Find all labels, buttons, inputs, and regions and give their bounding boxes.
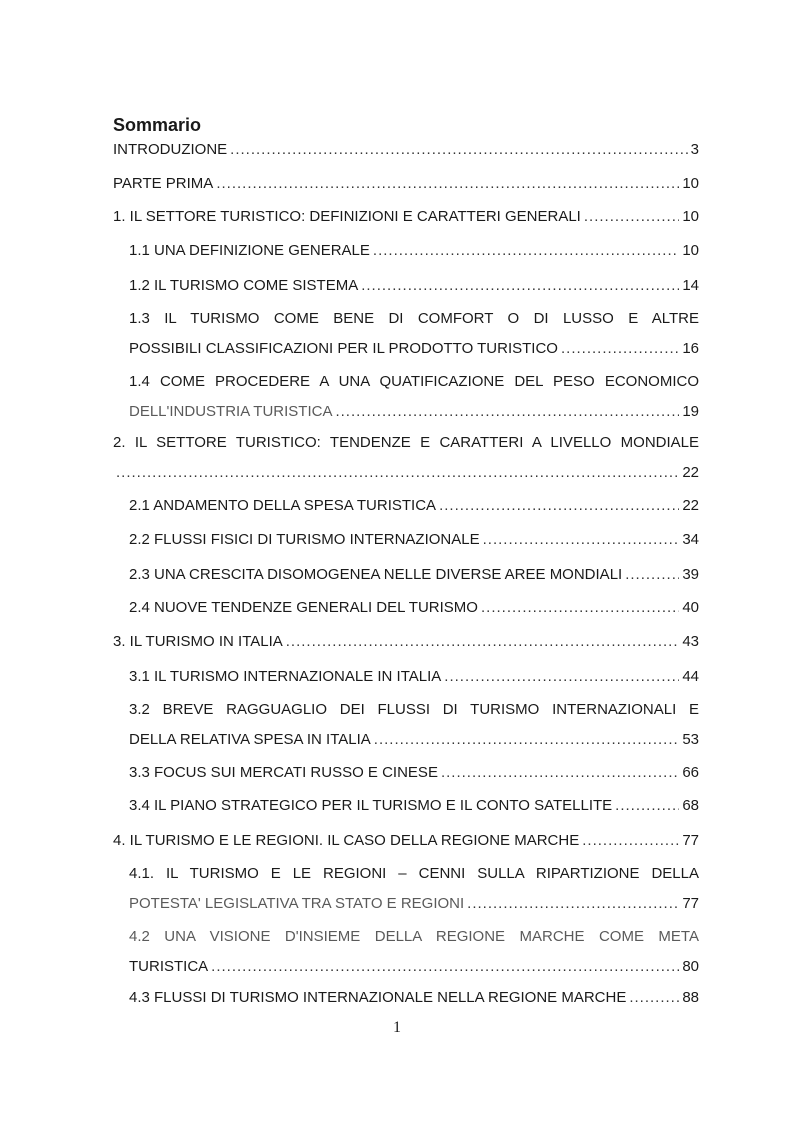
toc-page-number: 77 [682, 895, 699, 912]
toc-entry-title-line1: 4.1. IL TURISMO E LE REGIONI – CENNI SULLA RIPARTIZIONE DELLA [129, 865, 699, 882]
toc-entry-title-line2: DELL'INDUSTRIA TURISTICA [129, 403, 333, 420]
toc-entry-section-3-3[interactable] [129, 763, 699, 783]
page-title: Sommario [113, 115, 202, 135]
toc-entry-chapter-3[interactable] [113, 632, 699, 652]
toc-entry-section-4-3[interactable] [129, 988, 699, 1008]
toc-dot-leader [481, 598, 679, 618]
toc-page-number: 68 [682, 797, 699, 814]
toc-entry-section-1-2[interactable] [129, 276, 699, 296]
toc-entry-section-1-4[interactable] [129, 372, 699, 422]
toc-entry-introduzione[interactable] [113, 140, 699, 160]
toc-dot-leader [216, 174, 679, 194]
toc-dot-leader [361, 276, 679, 296]
toc-entry-title: 3.1 IL TURISMO INTERNAZIONALE IN ITALIA [129, 668, 442, 685]
toc-dot-leader [625, 565, 679, 585]
toc-entry-title: 3.3 FOCUS SUI MERCATI RUSSO E CINESE [129, 764, 438, 781]
toc-entry-section-1-1[interactable] [129, 241, 699, 261]
toc-page-number: 10 [682, 242, 699, 259]
toc-entry-chapter-1[interactable] [113, 207, 699, 227]
toc-page-number: 10 [682, 208, 699, 225]
toc-page-number: 53 [682, 731, 699, 748]
toc-dot-leader [441, 763, 679, 783]
page-number: 1 [393, 1019, 401, 1036]
toc-entry-title: 4.3 FLUSSI DI TURISMO INTERNAZIONALE NELLA REGIONE MARCHE [129, 989, 627, 1006]
toc-entry-title: 2.2 FLUSSI FISICI DI TURISMO INTERNAZIONALE [129, 531, 480, 548]
toc-entry-section-2-4[interactable] [129, 598, 699, 618]
toc-entry-parte-prima[interactable] [113, 174, 699, 194]
toc-dot-leader [561, 339, 679, 359]
toc-dot-leader [211, 957, 679, 977]
toc-page-number: 22 [682, 464, 699, 481]
toc-page-number: 43 [682, 633, 699, 650]
toc-entry-title-line2: POSSIBILI CLASSIFICAZIONI PER IL PRODOTTO TURISTICO [129, 340, 558, 357]
toc-dot-leader [444, 667, 679, 687]
toc-entry-title-line1: 3.2 BREVE RAGGUAGLIO DEI FLUSSI DI TURISMO INTERNAZIONALI E [129, 701, 699, 718]
toc-entry-title: 1.2 IL TURISMO COME SISTEMA [129, 277, 359, 294]
toc-entry-title: 3. IL TURISMO IN ITALIA [113, 633, 283, 650]
toc-dot-leader [629, 988, 679, 1008]
toc-page-number: 66 [682, 764, 699, 781]
toc-dot-leader [374, 730, 680, 750]
toc-entry-title: 4. IL TURISMO E LE REGIONI. IL CASO DELLA REGIONE MARCHE [113, 832, 580, 849]
toc-entry-title-line1: 2. IL SETTORE TURISTICO: TENDENZE E CARATTERI A LIVELLO MONDIALE [113, 434, 699, 451]
toc-entry-section-2-2[interactable] [129, 530, 699, 550]
toc-page-number: 80 [682, 958, 699, 975]
toc-entry-section-3-4[interactable] [129, 796, 699, 816]
toc-entry-title: 2.3 UNA CRESCITA DISOMOGENEA NELLE DIVERSE AREE MONDIALI [129, 566, 623, 583]
toc-entry-section-1-3[interactable] [129, 309, 699, 359]
toc-entry-chapter-2[interactable] [113, 433, 699, 483]
toc-entry-title: 2.4 NUOVE TENDENZE GENERALI DEL TURISMO [129, 599, 478, 616]
toc-entry-title: 2.1 ANDAMENTO DELLA SPESA TURISTICA [129, 497, 437, 514]
toc-page-number: 88 [682, 989, 699, 1006]
toc-entry-section-2-3[interactable] [129, 565, 699, 585]
toc-dot-leader [439, 496, 679, 516]
toc-entry-chapter-4[interactable] [113, 831, 699, 851]
toc-entry-title-line1: 1.3 IL TURISMO COME BENE DI COMFORT O DI LUSSO E ALTRE [129, 310, 699, 327]
toc-entry-section-4-1[interactable] [129, 864, 699, 914]
toc-dot-leader [335, 402, 679, 422]
toc-page-number: 3 [690, 141, 699, 158]
toc-page-number: 44 [682, 668, 699, 685]
toc-page-number: 39 [682, 566, 699, 583]
toc-dot-leader [483, 530, 680, 550]
toc-dot-leader [584, 207, 679, 227]
toc-page-number: 10 [682, 175, 699, 192]
toc-entry-title-line2: TURISTICA [129, 958, 209, 975]
toc-page-number: 34 [682, 531, 699, 548]
toc-dot-leader [467, 894, 679, 914]
toc-entry-title: 3.4 IL PIANO STRATEGICO PER IL TURISMO E IL CONTO SATELLITE [129, 797, 613, 814]
toc-dot-leader [615, 796, 679, 816]
toc-dot-leader [582, 831, 679, 851]
toc-entry-title: 1. IL SETTORE TURISTICO: DEFINIZIONI E CARATTERI GENERALI [113, 208, 581, 225]
toc-entry-title-line1: 4.2 UNA VISIONE D'INSIEME DELLA REGIONE MARCHE COME META [129, 928, 699, 945]
toc-page-number: 14 [682, 277, 699, 294]
toc-dot-leader [373, 241, 679, 261]
toc-dot-leader [116, 463, 679, 483]
toc-page-number: 77 [682, 832, 699, 849]
toc-page-number: 22 [682, 497, 699, 514]
toc-page-number: 19 [682, 403, 699, 420]
toc-entry-title: INTRODUZIONE [113, 141, 228, 158]
toc-page-number: 16 [682, 340, 699, 357]
toc-entry-title: PARTE PRIMA [113, 175, 214, 192]
toc-entry-title-line2: DELLA RELATIVA SPESA IN ITALIA [129, 731, 371, 748]
toc-entry-title-line2: POTESTA' LEGISLATIVA TRA STATO E REGIONI [129, 895, 465, 912]
toc-entry-title-line1: 1.4 COME PROCEDERE A UNA QUATIFICAZIONE DEL PESO ECONOMICO [129, 373, 699, 390]
toc-dot-leader [286, 632, 680, 652]
toc-entry-section-3-2[interactable] [129, 700, 699, 750]
toc-entry-section-4-2[interactable] [129, 927, 699, 977]
toc-entry-title: 1.1 UNA DEFINIZIONE GENERALE [129, 242, 370, 259]
toc-entry-section-2-1[interactable] [129, 496, 699, 516]
toc-entry-section-3-1[interactable] [129, 667, 699, 687]
toc-page-number: 40 [682, 599, 699, 616]
toc-dot-leader [230, 140, 687, 160]
